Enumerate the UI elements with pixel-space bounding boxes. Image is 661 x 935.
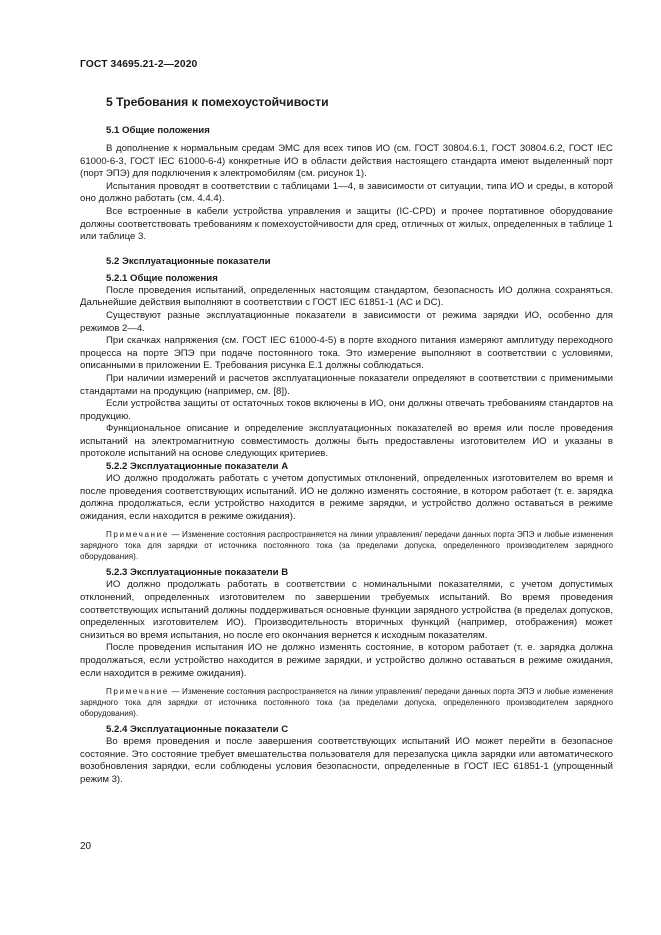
- note: [80, 529, 613, 562]
- subsection-title-5-2-4: 5.2.4 Эксплуатационные показатели С: [106, 724, 289, 736]
- subsection-title-5-2-1: 5.2.1 Общие положения: [106, 272, 218, 284]
- subsection-title-5-1: 5.1 Общие положения: [106, 125, 210, 136]
- page-body: [80, 95, 613, 787]
- paragraph: Функциональное описание и определение эксплуатационных показателей во время или после проведения испытаний на электромагнитную совместимость должны быть предоставлены изготовителем ИО и указаны в протоколе испытаний на основе следующих критериев.: [80, 423, 613, 460]
- paragraph: Если устройства защиты от остаточных токов включены в ИО, они должны отвечать требованиям стандартов на продукцию.: [80, 398, 613, 422]
- paragraph: Все встроенные в кабели устройства управления и защиты (IC-CPD) и прочее портативное оборудование должны соответствовать требованиям к помехоустойчивости для сред, отличных от жилых, определенных в таблице 1 или таблице 3.: [80, 205, 613, 243]
- page-number: 20: [80, 841, 92, 852]
- document-header: ГОСТ 34695.21-2—2020: [80, 59, 198, 70]
- paragraph: Во время проведения и после завершения соответствующих испытаний ИО может перейти в безопасное состояние. Это состояние требует вмешательства пользователя для перезапуска цикла зарядки или автоматического возобновления зарядки, если соблюдены условия безопасности, определенные в ГОСТ IEC 61851-1 (упрощенный режим 3).: [80, 736, 613, 785]
- paragraph: После проведения испытания ИО не должно изменять состояние, в котором работает (т. е. зарядка должна продолжаться, если устройство находится в режиме зарядки, и устройство должно оставаться в режиме ожидания, если находится в режиме ожидания).: [80, 642, 613, 679]
- paragraph: После проведения испытаний, определенных настоящим стандартом, безопасность ИО должна сохраняться. Дальнейшие действия выполняют в соответствии с ГОСТ IEC 61851-1 (AC и DC).: [80, 284, 613, 309]
- paragraph: Существуют разные эксплуатационные показатели в зависимости от режима зарядки ИО, особенно для режимов 2—4.: [80, 309, 613, 334]
- paragraph: При скачках напряжения (см. ГОСТ IEC 61000-4-5) в порте входного питания измеряют амплитуду переходного процесса на порте ЭПЭ при подаче постоянного тока. Это измерение выполняют в соответствии с условиями, описанными в приложении E. Требования рисунка E.1 должны соблюдаться.: [80, 335, 613, 372]
- note: [80, 686, 613, 719]
- subsection-title-5-2-2: 5.2.2 Эксплуатационные показатели А: [106, 461, 289, 473]
- paragraph: ИО должно продолжать работать в соответствии с номинальными показателями, с учетом допустимых отклонений, определенных изготовителем по завершении требуемых испытаний. Во время проведения соответствующих испытаний должны поддерживаться основные функции зарядного устройства (в пределах допусков, определенных изготовителем ИО). Производительность вторичных функций (например, отображения) может снизиться во время испытания, но после его окончания вернется к исходным показателям.: [80, 579, 613, 641]
- paragraph: В дополнение к нормальным средам ЭМС для всех типов ИО (см. ГОСТ 30804.6.1, ГОСТ 30804.6.2, ГОСТ IEC 61000-6-3, ГОСТ IEC 61000-6-4) конкретные ИО в области действия настоящего стандарта имеют выделенный порт (порт ЭПЭ) для подключения к электромобилям (см. рисунок 1).: [80, 143, 613, 180]
- subsection-title-5-2-3: 5.2.3 Эксплуатационные показатели В: [106, 567, 289, 579]
- paragraph: Испытания проводят в соответствии с таблицами 1—4, в зависимости от ситуации, типа ИО и среды, в которой оно должно работать (см. 4.4.4).: [80, 180, 613, 205]
- section-title: 5 Требования к помехоустойчивости: [106, 95, 329, 109]
- paragraph: ИО должно продолжать работать с учетом допустимых отклонений, определенных изготовителем во время и после проведения соответствующих испытаний. ИО не должно изменять состояние, в котором работает (т. е. зарядка должна продолжаться, если устройство находится в режиме зарядки, и устройство должно оставаться в режиме ожидания, если находится в режиме ожидания).: [80, 473, 613, 522]
- paragraph: При наличии измерений и расчетов эксплуатационные показатели определяют в соответствии с применимыми стандартами на продукцию (например, см. [8]).: [80, 372, 613, 397]
- note-label: Примечание: [106, 530, 169, 540]
- note-text: — Изменение состояния распространяется на линии управления/ передачи данных порта ЭПЭ и любые изменения зарядного тока для зарядки от источника постоянного тока (за пределами допуска, определенного производителем зарядного оборудования).: [80, 530, 613, 562]
- subsection-title-5-2: 5.2 Эксплуатационные показатели: [106, 255, 271, 267]
- note-text: — Изменение состояния распространяется на линии управления/ передачи данных порта ЭПЭ и любые изменения зарядного тока для зарядки от источника постоянного тока (за пределами допуска, определенного производителем зарядного оборудования).: [80, 687, 613, 719]
- note-label: Примечание: [106, 687, 169, 697]
